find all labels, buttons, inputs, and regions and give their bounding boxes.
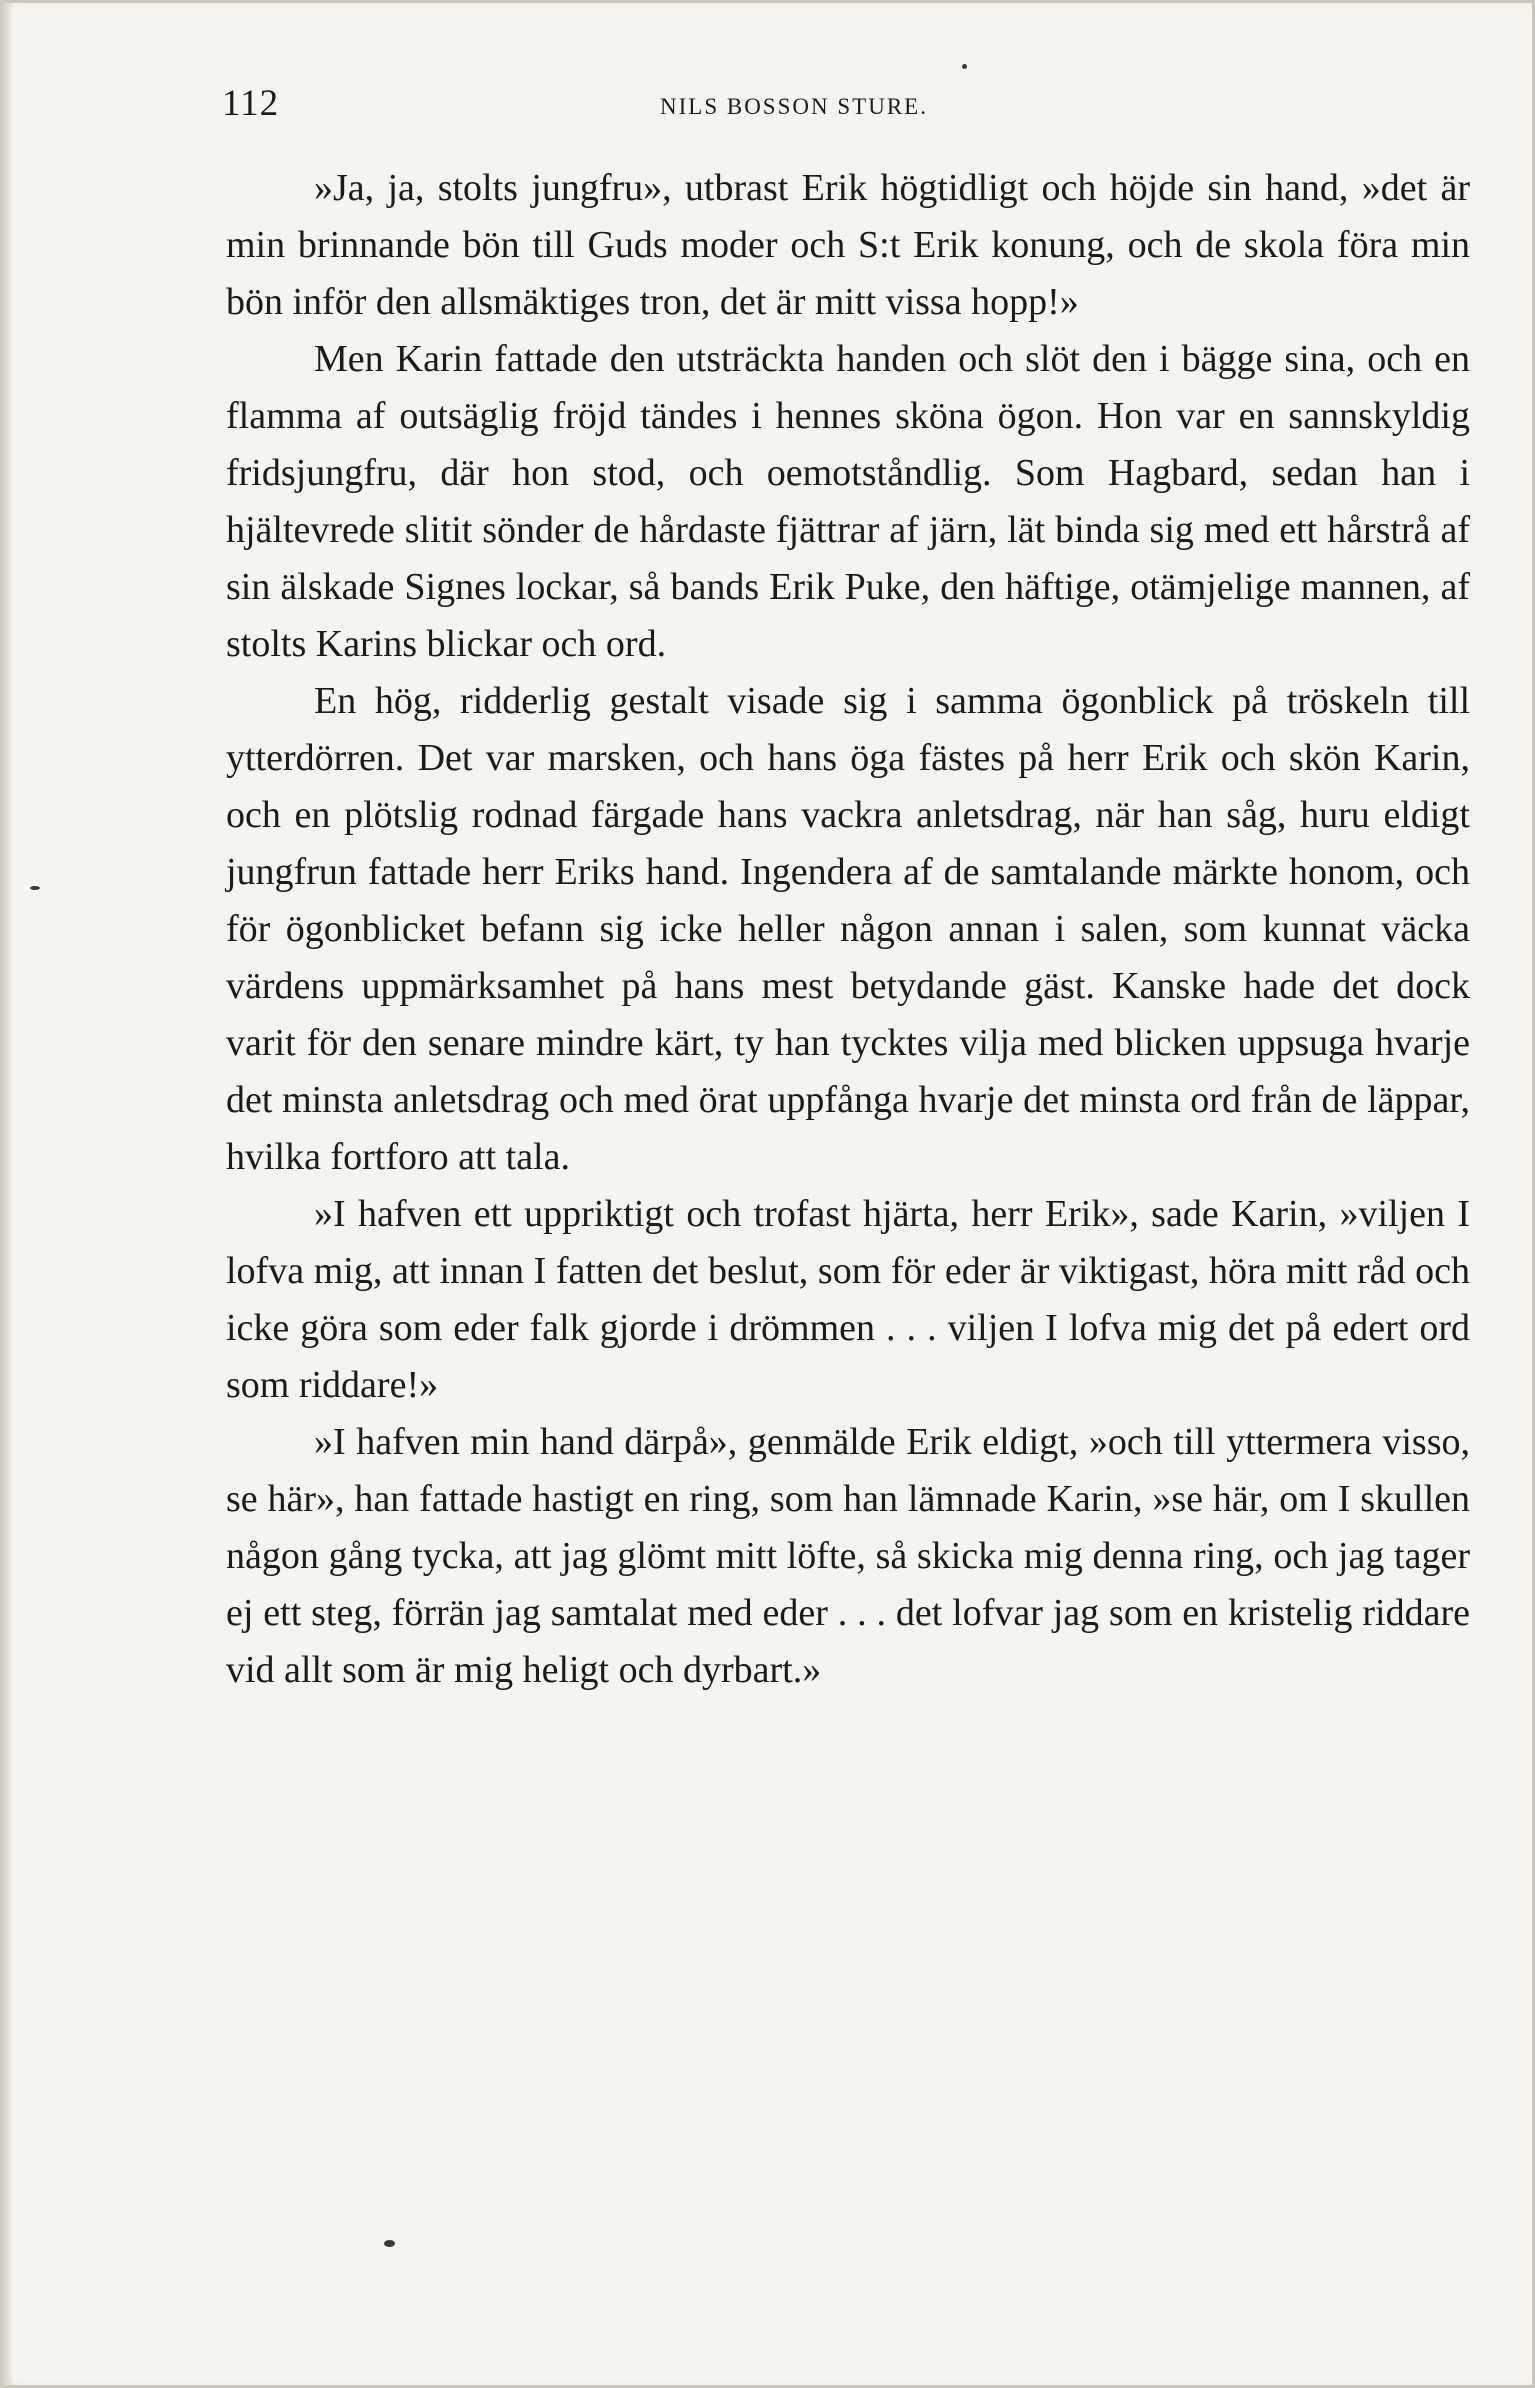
page-number: 112	[222, 83, 280, 124]
paragraph-2: Men Karin fattade den utsträckta handen och slöt den i bägge sina, och en flamma af outsäglig fröjd tändes i hennes sköna ögon. Hon var en sannskyldig fridsjungfru, där hon stod, och oemotståndlig. Som Hagbard, sedan han i hjältevrede slitit sönder de hårdaste fjättrar af järn, lät binda sig med ett hårstrå af sin älskade Signes lockar, så bands Erik Puke, den häftige, otämjelige mannen, af stolts Karins blickar och ord.	[226, 338, 1470, 665]
body-text	[226, 160, 1470, 1699]
speck	[962, 64, 967, 69]
paragraph-5: »I hafven min hand därpå», genmälde Erik eldigt, »och till yttermera visso, se här», han fattade hastigt en ring, som han lämnade Karin, »se här, om I skullen någon gång tycka, att jag glömt mitt löfte, så skicka mig denna ring, och jag tager ej ett steg, förrän jag samtalat med eder . . . det lofvar jag som en kristelig riddare vid allt som är mig heligt och dyrbart.»	[226, 1421, 1470, 1691]
speck	[30, 886, 40, 890]
paragraph-3: En hög, ridderlig gestalt visade sig i samma ögonblick på tröskeln till ytterdörren. Det var marsken, och hans öga fästes på herr Erik och skön Karin, och en plötslig rodnad färgade hans vackra anletsdrag, när han såg, huru eldigt jungfrun fattade herr Eriks hand. Ingendera af de samtalande märkte honom, och för ögonblicket befann sig icke heller någon annan i salen, som kunnat väcka värdens uppmärksamhet på hans mest betydande gäst. Kanske hade det dock varit för den senare mindre kärt, ty han tycktes vilja med blicken uppsuga hvarje det minsta anletsdrag och med örat uppfånga hvarje det minsta ord från de läppar, hvilka fortforo att tala.	[226, 680, 1470, 1178]
running-head: NILS BOSSON STURE.	[660, 94, 928, 119]
page-gutter-shadow	[0, 0, 14, 2388]
paragraph-1: »Ja, ja, stolts jungfru», utbrast Erik högtidligt och höjde sin hand, »det är min brinnande bön till Guds moder och S:t Erik konung, och de skola föra min bön inför den allsmäktiges tron, det är mitt vissa hopp!»	[226, 167, 1470, 323]
speck	[384, 2240, 395, 2247]
page-header	[0, 82, 1535, 138]
paragraph-4: »I hafven ett uppriktigt och trofast hjärta, herr Erik», sade Karin, »viljen I lofva mig, att innan I fatten det beslut, som för eder är viktigast, höra mitt råd och icke göra som eder falk gjorde i drömmen . . . viljen I lofva mig det på edert ord som riddare!»	[226, 1193, 1470, 1406]
